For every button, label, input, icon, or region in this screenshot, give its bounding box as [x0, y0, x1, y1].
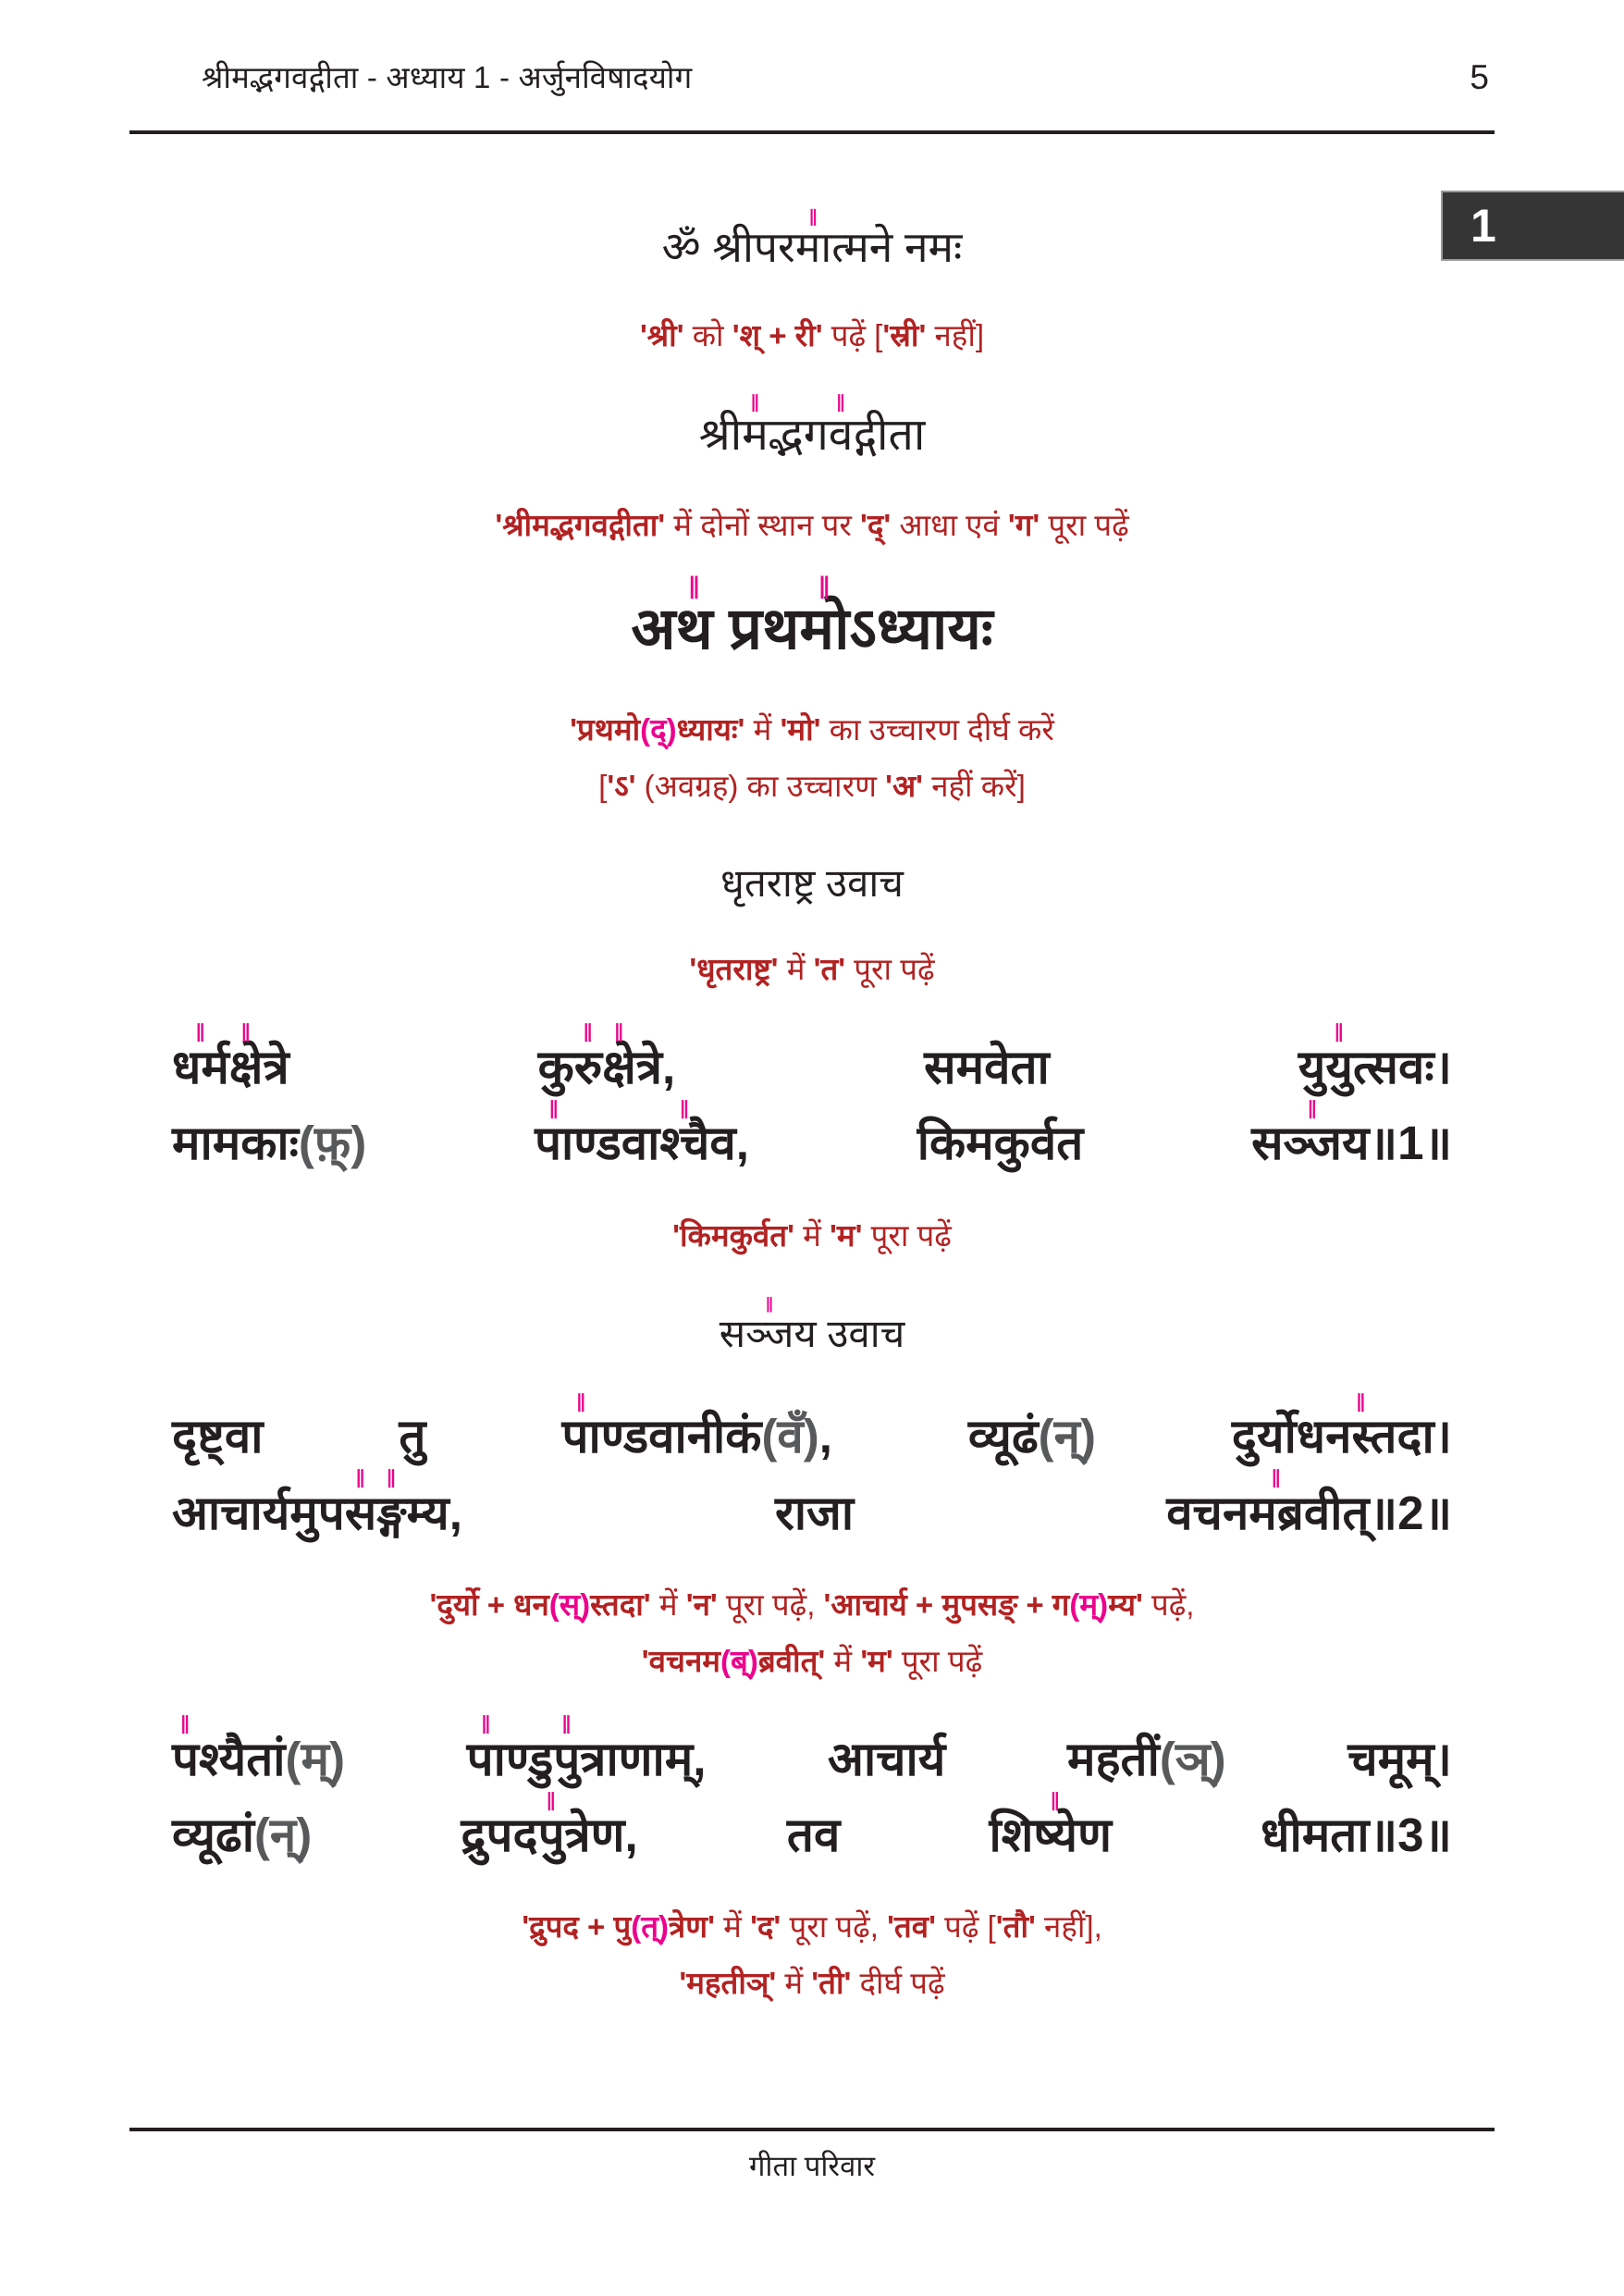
text-run: 'तौ' [995, 1909, 1036, 1944]
svarita-accent-mark: ∥ [386, 1468, 397, 1489]
svarita-accent-mark: ∥ [679, 1098, 690, 1119]
svarita-accent-mark: ∥ [818, 574, 831, 600]
text-run: दीर्घ पढ़ें [851, 1966, 945, 2001]
text-run: 'द्' [860, 508, 892, 543]
text-run: ऽध्यायः [849, 597, 993, 662]
text-run: (वँ) [761, 1410, 819, 1463]
text-run: पढ़ें [935, 1909, 988, 1944]
text-run: त्रेण' [669, 1909, 715, 1944]
svarita-accent-mark: ∥ [179, 1714, 191, 1735]
text-run: (म्) [1069, 1586, 1109, 1622]
text-run: वीत्॥2॥ [1303, 1486, 1452, 1539]
text-run: पूरा पढ़ें, [717, 1586, 824, 1622]
text-run: [ [874, 318, 883, 353]
text-run: में [714, 1909, 751, 1944]
svarita-accent-mark: ∥ [583, 1022, 594, 1043]
text-run [366, 1117, 535, 1169]
text-run: में [776, 1966, 812, 2001]
text-run: पूरा पढ़ें [845, 951, 935, 986]
text-run: स [719, 1311, 746, 1355]
text-run: 'श्री' [639, 318, 684, 353]
svarita-accent-mark: ∥ [808, 205, 818, 226]
text-run: पढ़ें [822, 318, 875, 353]
note-title-pronunciation [129, 504, 1495, 548]
text-run: में [825, 1643, 861, 1678]
verse-1-line-2 [129, 1098, 1495, 1177]
text-run: 'अ' [885, 768, 924, 803]
text-run: ∥ रु [573, 1022, 603, 1093]
text-run: 'त' [813, 951, 846, 986]
note-chapter-pronunciation-1 [129, 709, 1495, 752]
text-run: स्तदा' [590, 1586, 651, 1622]
text-run: अ [631, 597, 676, 662]
text-run: (न्) [253, 1808, 313, 1862]
text-run: 'न' [685, 1586, 718, 1622]
text-run: ∥ स [344, 1468, 377, 1539]
text-run: त्रेण, तव शि [564, 1808, 1034, 1862]
text-run: 'स्री' [882, 318, 927, 353]
note-shri-pronunciation [129, 315, 1495, 358]
text-run: ∥ मब्र [1249, 1468, 1304, 1539]
text-run: ∥ धर्म [172, 1022, 229, 1093]
page-footer [129, 2128, 1495, 2185]
text-run: द्गीता [853, 411, 926, 461]
text-run: (म्) [285, 1732, 345, 1785]
text-run: ∥ पा [466, 1714, 506, 1785]
text-run: नहीं], [1035, 1909, 1102, 1944]
text-run: प्रथ [712, 597, 800, 662]
text-run: व, किमकुर्वत स [709, 1117, 1284, 1170]
speaker-sanjaya-uvacha [129, 1295, 1495, 1362]
svarita-accent-mark: ∥ [195, 1022, 206, 1043]
svarita-accent-mark: ∥ [835, 393, 846, 414]
svarita-accent-mark: ∥ [240, 1022, 252, 1043]
text-run: कु [537, 1040, 574, 1093]
text-run: य उवाच [794, 1311, 905, 1355]
note-dhritarashtra-pronunciation [129, 948, 1495, 992]
text-run: द्भग [768, 411, 829, 461]
text-run: (न्) [1038, 1410, 1096, 1463]
verse-3-line-1 [129, 1714, 1495, 1793]
scripture-content [129, 134, 1495, 2006]
text-run: पूरा पढ़ें [1040, 508, 1129, 543]
text-run: ∥ ञ्ज [1283, 1098, 1342, 1170]
text-run: पूरा पढ़ें, [781, 1909, 888, 1944]
text-run: 'धृतराष्ट्र' [689, 951, 779, 986]
text-run: दा। [1396, 1410, 1453, 1463]
svarita-accent-mark: ∥ [561, 1714, 572, 1735]
text-run: ∥ प [172, 1714, 199, 1785]
svarita-accent-mark: ∥ [687, 574, 701, 600]
text-run: नहीं करें] [923, 768, 1026, 803]
svarita-accent-mark: ∥ [355, 1468, 366, 1489]
text-run: द्रुपद [312, 1808, 538, 1862]
text-run: ब्रवीत्' [757, 1643, 826, 1678]
text-run: ∥ यु [1325, 1022, 1353, 1093]
text-run: (अवग्रह) का उच्चारण [635, 768, 886, 803]
text-run: ण्डु [505, 1732, 554, 1785]
svarita-accent-mark: ∥ [575, 1391, 587, 1413]
text-run: [ [598, 768, 608, 803]
text-run: दृष्ट्वा तु [172, 1410, 562, 1463]
footer-rule [129, 2128, 1495, 2131]
text-run: म्य, राजा वचन [406, 1486, 1249, 1539]
text-run: ∥ पा [535, 1098, 574, 1170]
text-run: मामकाः [172, 1117, 299, 1170]
svarita-accent-mark: ∥ [1050, 1790, 1061, 1811]
text-run: [ [987, 1909, 996, 1944]
note-verse-3-pronunciation-1 [129, 1906, 1495, 1949]
chapter-tab-number: 1 [1470, 200, 1496, 252]
text-run: य॥1॥ [1341, 1117, 1452, 1170]
text-run: का उच्चारण दीर्घ करें [820, 711, 1054, 747]
text-run: ∥ ष्ये [1033, 1790, 1078, 1862]
verse-3-line-2 [129, 1790, 1495, 1869]
text-run: त्राणाम्, आचार्य महतीं [580, 1732, 1160, 1785]
text-run: धृतराष्ट्र उवाच [720, 861, 904, 906]
svarita-accent-mark: ∥ [613, 1022, 625, 1043]
text-run: ∥ ञ्ज [745, 1295, 794, 1355]
footer-text: गीता परिवार [748, 2150, 876, 2182]
text-run: ∥ म [742, 393, 769, 461]
text-run: 'मो' [780, 711, 821, 747]
note-chapter-pronunciation-2 [129, 765, 1495, 809]
text-run: पूरा पढ़ें [892, 1643, 983, 1678]
svarita-accent-mark: ∥ [1334, 1022, 1345, 1043]
text-run: ण्डवा [573, 1117, 660, 1170]
text-run: त्रे, समवेता यु [635, 1040, 1326, 1093]
text-run: में [794, 1217, 830, 1253]
text-run: में दोनों स्थान पर [665, 508, 861, 543]
text-run: श्यैतां [198, 1732, 286, 1785]
text-run: ध्यायः' [676, 711, 745, 747]
text-run: ॐ श्रीपर [661, 223, 795, 271]
svarita-accent-mark: ∥ [548, 1098, 560, 1119]
speaker-dhritarashtra-uvacha [129, 856, 1495, 911]
text-run: 'वचनम [641, 1643, 720, 1678]
header-title: श्रीमद्भगवद्गीता - अध्याय 1 - अर्जुनविषादयोग [202, 60, 693, 94]
text-run: ∥ नस्त [1325, 1391, 1397, 1463]
svarita-accent-mark: ∥ [1307, 1098, 1318, 1119]
verse-2-line-1 [129, 1391, 1495, 1470]
text-run: ∥ क्षे [228, 1022, 264, 1093]
om-invocation-line [129, 205, 1495, 278]
verse-1-line-1 [129, 1022, 1495, 1101]
svarita-accent-mark: ∥ [765, 1295, 774, 1314]
note-verse-1-pronunciation [129, 1215, 1495, 1258]
text-run: त्रे [263, 1040, 538, 1093]
svarita-accent-mark: ∥ [750, 393, 760, 414]
text-run: , व्यूढं [818, 1410, 1039, 1463]
text-run: श्री [698, 411, 743, 461]
text-run: 'श् + री' [732, 318, 823, 353]
text-run: में [650, 1586, 686, 1622]
text-run: 'किमकुर्वत' [672, 1217, 794, 1253]
svarita-accent-mark: ∥ [546, 1790, 557, 1811]
text-run: ∥ ङ्ग [376, 1468, 407, 1539]
text-run: 'म' [860, 1643, 893, 1678]
text-run: त्मने नमः [831, 223, 963, 271]
text-run: ण धीमता॥3॥ [1077, 1808, 1452, 1862]
note-verse-3-pronunciation-2 [129, 1962, 1495, 2006]
text-run: ∥ पु [553, 1714, 581, 1785]
text-run: 'म' [830, 1217, 863, 1253]
text-run: पढ़ें, [1142, 1586, 1195, 1622]
text-run: त्सवः। [1352, 1040, 1452, 1093]
text-run: ∥ क्षे [602, 1022, 636, 1093]
chapter-heading [129, 574, 1495, 671]
text-run: (त्) [631, 1909, 670, 1944]
text-run: ∥ व [828, 393, 854, 461]
text-run: ∥ श्चै [659, 1098, 710, 1170]
text-run: (स्) [548, 1586, 591, 1622]
text-run: (द्) [640, 711, 677, 747]
text-run: 'द' [750, 1909, 781, 1944]
text-run: आचार्यमुप [172, 1486, 345, 1539]
text-run: ∥ थ [675, 574, 713, 662]
text-run: म्य' [1108, 1586, 1143, 1622]
note-verse-2-pronunciation-1 [129, 1584, 1495, 1627]
text-run: 'महतीञ्' [679, 1966, 777, 2001]
note-verse-2-pronunciation-2 [129, 1640, 1495, 1684]
text-run: चमूम्। [1225, 1732, 1453, 1785]
text-run: (फ़्) [298, 1117, 367, 1170]
text-run: नहीं] [926, 318, 985, 353]
text-run: ∥ पा [561, 1391, 601, 1463]
text-run: 'आचार्य + मुपसङ् + ग [823, 1586, 1070, 1622]
book-title [129, 393, 1495, 467]
text-run: 'प्रथमो [570, 711, 641, 747]
text-run: ∥ मा [794, 205, 832, 271]
text-run: 'ती' [811, 1966, 852, 2001]
page-number: 5 [1470, 58, 1489, 96]
text-run: 'ऽ' [607, 768, 636, 803]
text-run: ∥ मो [799, 574, 850, 662]
text-run: 'दुर्यो + धन [429, 1586, 549, 1622]
svarita-accent-mark: ∥ [1271, 1468, 1282, 1489]
verse-2-line-2 [129, 1468, 1495, 1547]
text-run: 'तव' [887, 1909, 936, 1944]
text-run: 'श्रीमद्भगवद्गीता' [495, 508, 666, 543]
text-run: ∥ पु [537, 1790, 565, 1862]
text-run: में [778, 951, 814, 986]
text-run: ण्डवानीकं [600, 1410, 762, 1463]
svarita-accent-mark: ∥ [481, 1714, 492, 1735]
text-run: (ब्) [720, 1643, 758, 1678]
text-run [345, 1733, 467, 1785]
text-run: में [744, 711, 781, 747]
text-run: पूरा पढ़ें [862, 1217, 952, 1253]
text-run: दुर्योध [1095, 1410, 1326, 1463]
text-run: (ञ्) [1159, 1732, 1226, 1785]
text-run: 'ग' [1007, 508, 1040, 543]
chapter-tab [1441, 191, 1624, 261]
page-header [129, 0, 1495, 97]
text-run: 'द्रुपद + पु [522, 1909, 632, 1944]
svarita-accent-mark: ∥ [1356, 1391, 1367, 1413]
text-run: आधा एवं [891, 508, 1008, 543]
text-run: को [683, 318, 732, 353]
text-run: व्यूढां [172, 1808, 254, 1862]
